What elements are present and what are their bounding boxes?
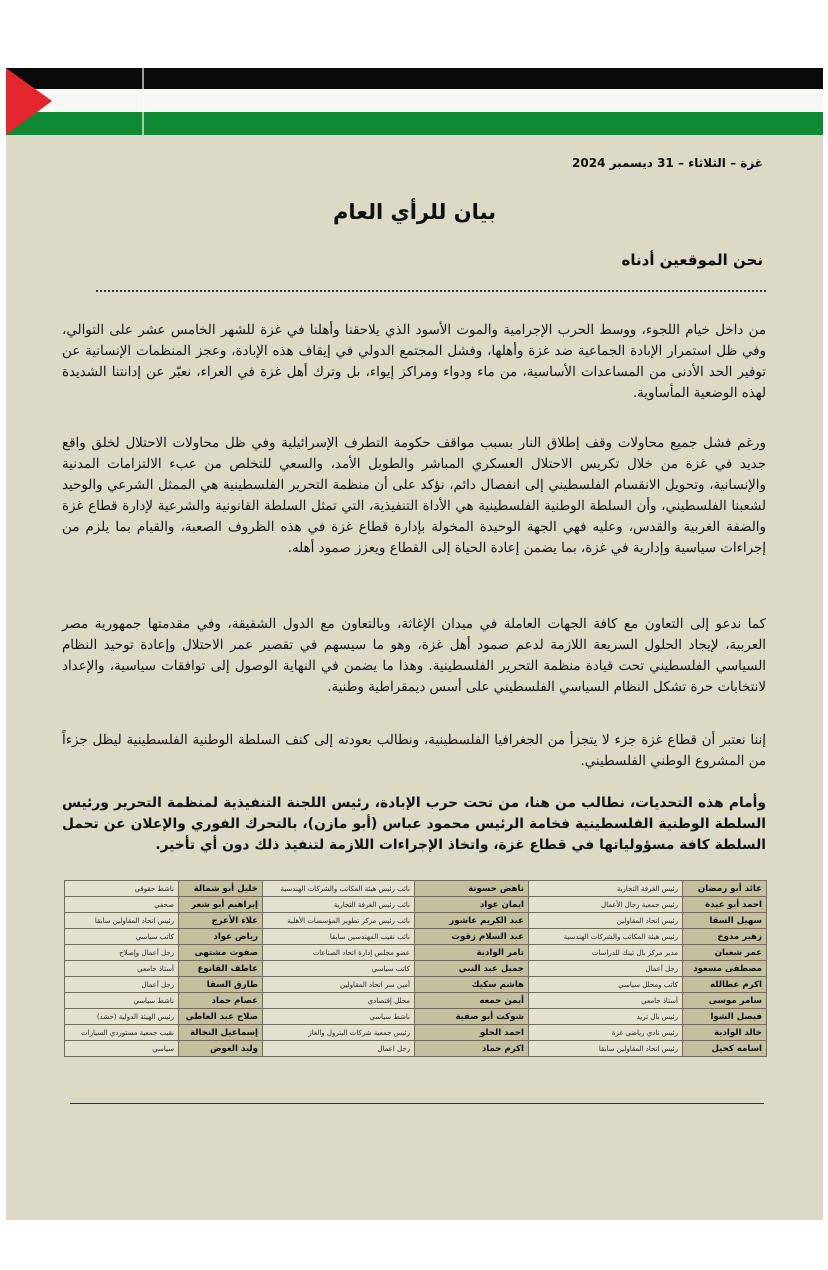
signatory-name: ناهض حسونة	[415, 881, 529, 897]
signatory-name: إبراهيم أبو شعر	[179, 897, 263, 913]
signatory-title: محلل إقتصادي	[263, 993, 415, 1009]
signatory-title: نائب نقيب المهندسين سابقا	[263, 929, 415, 945]
signatory-name: احمد أبو عيدة	[683, 897, 767, 913]
signatory-title: مدير مركز بال ثينك للدراسات	[529, 945, 683, 961]
signatory-title: رئيس جمعية شركات البترول والغاز	[263, 1025, 415, 1041]
paragraph-5-demand: وأمام هذه التحديات، نطالب من هنا، من تحت حرب الإبادة، رئيس اللجنة التنفيذية لمنظمة التحرير ورئيس السلطة الوطنية الفلسطينية فخامة الرئيس محمود عباس (أبو مازن)، بالتحرك الفوري والإعلان عن تحمل السلطة كافة مسؤولياتها في قطاع غزة، واتخاذ الإجراءات اللازمة لتنفيذ ذلك دون أي تأخير.	[62, 795, 766, 853]
table-row	[65, 945, 767, 961]
table-row	[65, 913, 767, 929]
signatory-title: عضو مجلس إدارة اتحاد الصناعات	[263, 945, 415, 961]
signatory-name: علاء الأعرج	[179, 913, 263, 929]
signatory-title: رئيس اتحاد المقاولين سابقا	[529, 1041, 683, 1057]
table-row	[65, 1025, 767, 1041]
signatory-name: زهير مدوخ	[683, 929, 767, 945]
signatory-name: مصطفى مسعود	[683, 961, 767, 977]
dotted-divider	[96, 290, 766, 292]
paragraph-2: ورغم فشل جميع محاولات وقف إطلاق النار بسبب مواقف حكومة التطرف الإسرائيلية وفي ظل محاولات الاحتلال لخلق واقع جديد في غزة من خلال تكريس الاحتلال العسكري المباشر والطويل الأمد، والسعي للتخلص من عبء الالتزامات المدنية والإنسانية، وتحويل الانقسام الفلسطيني إلى انفصال دائم، نؤكد على أن منظمة التحرير الفلسطينية هي الممثل الشرعي والوحيد لشعبنا الفلسطيني، وأن السلطة الوطنية الفلسطينية هي الأداة التنفيذية، التي تمثل السلطة القانونية والشرعية لإدارة قطاع غزة والضفة الغربية والقدس، وعليه فهي الجهة الوحيدة المخولة بإدارة قطاع غزة في هذه الظروف الصعبة، والقيام بما يلزم من إجراءات سياسية وإدارية في غزة، بما يضمن إعادة الحياة إلى القطاع ويعزز صمود أهله.	[62, 436, 766, 556]
paragraph-4: إننا نعتبر أن قطاع غزة جزء لا يتجزأ من الجغرافيا الفلسطينية، ونطالب بعودته إلى كنف السلطة الوطنية الفلسطينية ليظل جزءاً من المشروع الوطني الفلسطيني.	[62, 733, 766, 769]
signatory-title: نقيب جمعية مستوردي السيارات	[65, 1025, 179, 1041]
table-row	[65, 1009, 767, 1025]
signatory-name: هاشم سكيك	[415, 977, 529, 993]
signatory-title: نائب رئيس مركز تطوير المؤسسات الأهلية	[263, 913, 415, 929]
table-row	[65, 929, 767, 945]
signatory-name: رياض عواد	[179, 929, 263, 945]
signatory-title: رئيس جمعية رجال الأعمال	[529, 897, 683, 913]
signatory-name: خالد الوادية	[683, 1025, 767, 1041]
signatory-title: أستاذ جامعي	[65, 961, 179, 977]
signatory-name: وليد العوض	[179, 1041, 263, 1057]
signatory-name: سامر موسى	[683, 993, 767, 1009]
table-row	[65, 881, 767, 897]
signatory-name: طارق السقا	[179, 977, 263, 993]
signatory-title: نائب رئيس هيئة المكاتب والشركات الهندسية	[263, 881, 415, 897]
flag-white-stripe	[6, 89, 823, 112]
signatory-name: سهيل السقا	[683, 913, 767, 929]
signatory-name: صفوت مشتهى	[179, 945, 263, 961]
signatory-name: احمد الحلو	[415, 1025, 529, 1041]
flag-green-stripe	[6, 112, 823, 135]
signatory-name: جميل عبد النبي	[415, 961, 529, 977]
signatory-title: رجل اعمال	[263, 1041, 415, 1057]
document-page	[6, 68, 823, 1220]
signatory-title: رئيس بال تريد	[529, 1009, 683, 1025]
signatory-name: عمر شعبان	[683, 945, 767, 961]
table-row	[65, 961, 767, 977]
signatories-table	[64, 880, 767, 1057]
signatory-name: تامر الوادية	[415, 945, 529, 961]
signatory-title: ناشط سياسي	[65, 993, 179, 1009]
signatory-title: ناشط حقوقي	[65, 881, 179, 897]
signatory-name: عائد أبو رمضان	[683, 881, 767, 897]
signatory-title: كاتب سياسي	[263, 961, 415, 977]
signatory-title: كاتب سياسي	[65, 929, 179, 945]
signatory-title: رئيس اتحاد المقاولين	[529, 913, 683, 929]
signatory-name: عبد السلام زقوت	[415, 929, 529, 945]
signatory-name: اكرم حماد	[415, 1041, 529, 1057]
paragraph-3: كما ندعو إلى التعاون مع كافة الجهات العاملة في ميدان الإغاثة، وبالتعاون مع الدول الشقيقة، وفي مقدمتها جمهورية مصر العربية، لإيجاد الحلول السريعة اللازمة لدعم صمود أهل غزة، وهو ما سيسهم في تقصير عمر الاحتلال وإعادة توحيد النظام السياسي الفلسطيني تحت قيادة منظمة التحرير الفلسطينية. وهذا ما يضمن في النهاية الوصول إلى توافقات سياسية، والإعداد لانتخابات حرة تشكل النظام السياسي الفلسطيني على أسس ديمقراطية وطنية.	[62, 617, 766, 695]
signatory-title: رئيس اتحاد المقاولين سابقا	[65, 913, 179, 929]
flag-fold-line	[142, 68, 144, 135]
signatory-title: رجل أعمال	[65, 977, 179, 993]
palestinian-flag-banner	[6, 68, 823, 135]
signatory-title: كاتب ومحلل سياسي	[529, 977, 683, 993]
signatory-name: عصام حماد	[179, 993, 263, 1009]
signatory-name: عبد الكريم عاشور	[415, 913, 529, 929]
signatory-title: رئيس الهيئة الدولية (حشد)	[65, 1009, 179, 1025]
signatory-name: أيمن جمعه	[415, 993, 529, 1009]
signatory-title: نائب رئيس الغرفة التجارية	[263, 897, 415, 913]
table-row	[65, 1041, 767, 1057]
signatory-name: اسامه كحيل	[683, 1041, 767, 1057]
signers-heading: نحن الموقعين أدناه	[621, 251, 763, 269]
flag-black-stripe	[6, 68, 823, 89]
bottom-divider	[70, 1103, 764, 1104]
signatory-title: صحفي	[65, 897, 179, 913]
table-row	[65, 977, 767, 993]
signatory-title: رئيس الغرفة التجارية	[529, 881, 683, 897]
signatory-title: أستاذ جامعي	[529, 993, 683, 1009]
signatory-title: أمين سر اتحاد المقاولين	[263, 977, 415, 993]
table-row	[65, 993, 767, 1009]
signatory-name: اكرم عطالله	[683, 977, 767, 993]
signatory-name: خليل أبو شمالة	[179, 881, 263, 897]
signatory-name: ايمان عواد	[415, 897, 529, 913]
flag-red-triangle	[6, 68, 52, 135]
signatory-title: رئيس هيئة المكاتب والشركات الهندسية	[529, 929, 683, 945]
signatory-name: فيصل الشوا	[683, 1009, 767, 1025]
signatory-name: عاطف القانوع	[179, 961, 263, 977]
page-title: بيان للرأي العام	[332, 200, 497, 224]
signatory-title: رجل أعمال	[529, 961, 683, 977]
signatory-name: إسماعيل النخالة	[179, 1025, 263, 1041]
paragraph-1: من داخل خيام اللجوء، ووسط الحرب الإجرامية والموت الأسود الذي يلاحقنا وأهلنا في غزة للشهر الخامس عشر على التوالي، وفي ظل استمرار الإبادة الجماعية ضد غزة وأهلها، وفشل المجتمع الدولي في إيقاف هذه الإبادة، وعجز المنظمات الإنسانية عن توفير الحد الأدنى من المساعدات الأساسية، من ماء ودواء ومراكز إيواء، بل وترك أهل غزة في العراء، نعبّر عن إدانتنا الشديدة لهذه الوضعية المأساوية.	[62, 323, 766, 401]
dateline: غزة – الثلاثاء – 31 ديسمبر 2024	[572, 156, 763, 170]
table-row	[65, 897, 767, 913]
signatory-title: رئيس نادي رياضي غزة	[529, 1025, 683, 1041]
signatory-title: ناشط سياسي	[263, 1009, 415, 1025]
signatory-name: صلاح عبد العاطي	[179, 1009, 263, 1025]
signatory-title: رجل أعمال وإصلاح	[65, 945, 179, 961]
signatory-title: سياسي	[65, 1041, 179, 1057]
signatory-name: شوكت أبو صفية	[415, 1009, 529, 1025]
